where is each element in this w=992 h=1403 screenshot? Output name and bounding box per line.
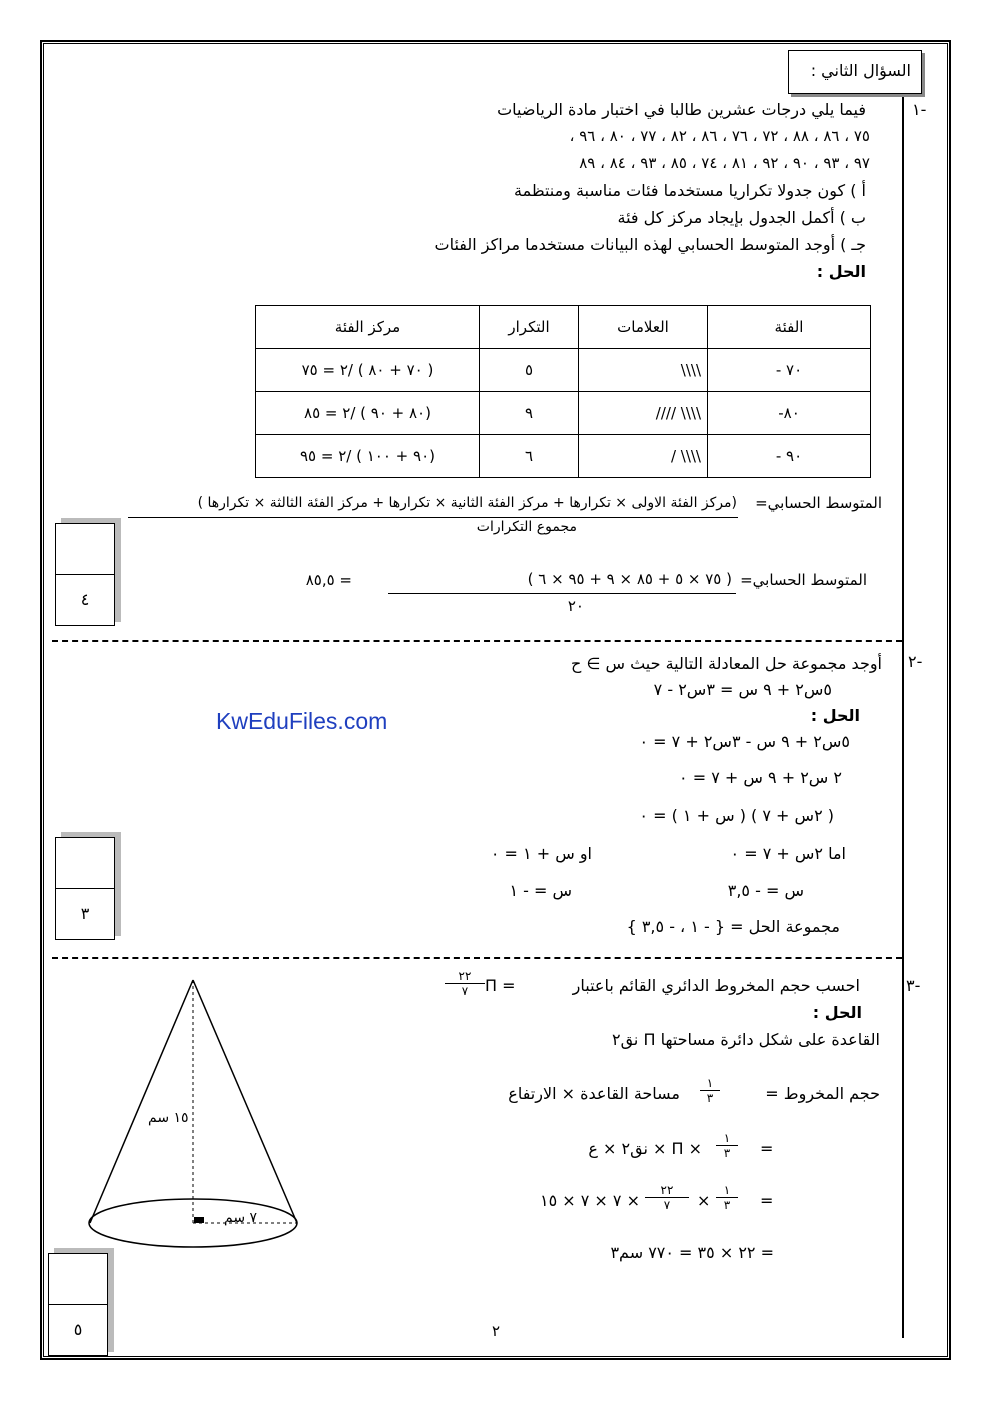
q3-prompt: احسب حجم المخروط الدائري القائم باعتبار bbox=[572, 976, 860, 995]
q2-step4a: اما ٢س + ٧ = ٠ bbox=[730, 844, 846, 863]
q3-mark-box bbox=[48, 1253, 108, 1357]
q3-pi-num: ٢٢ bbox=[445, 969, 485, 984]
separator-1 bbox=[52, 640, 902, 642]
table-row bbox=[256, 392, 871, 435]
frequency-table bbox=[255, 305, 871, 478]
mean-calc-numerator: ( ٧٥ × ٥ + ٨٥ × ٩ + ٩٥ × ٦ ) bbox=[527, 570, 732, 588]
q2-prompt: أوجد مجموعة حل المعادلة التالية حيث س ∋ ح bbox=[571, 654, 882, 673]
q3-pi2-num: ٢٢ bbox=[645, 1183, 689, 1198]
q1-mark-value: ٤ bbox=[55, 575, 115, 626]
row2-class: ٨٠- bbox=[708, 392, 871, 435]
q3-solution-label: الحل : bbox=[812, 1003, 862, 1022]
row3-center: (٩٠ + ١٠٠ ) /٢ = ٩٥ bbox=[256, 435, 480, 478]
table-header-row bbox=[256, 306, 871, 349]
mean-formula-label: المتوسط الحسابي= bbox=[755, 494, 882, 512]
q1-scores-row1: ٧٥ ، ٨٦ ، ٨٨ ، ٧٢ ، ٧٦ ، ٨٦ ، ٨٢ ، ٧٧ ، ٨٠ ، ٩٦ ، bbox=[569, 127, 870, 145]
table-row bbox=[256, 435, 871, 478]
q3-volume-label: حجم المخروط = bbox=[765, 1084, 880, 1103]
q1-part-a: أ ) كون جدولا تكراريا مستخدما فئات مناسبة ومنتظمة bbox=[513, 181, 866, 200]
q2-step5b: س = - ١ bbox=[509, 881, 572, 900]
q2-step5a: س = - ٣,٥ bbox=[727, 881, 804, 900]
row1-tally: \\\\ bbox=[579, 349, 708, 392]
q3-line3-mid: × bbox=[697, 1191, 711, 1210]
q3-third1-den: ٣ bbox=[706, 1091, 714, 1105]
q3-third3-den: ٣ bbox=[723, 1198, 731, 1212]
q2-step4b: او س + ١ = ٠ bbox=[490, 844, 592, 863]
header-frequency: التكرار bbox=[480, 306, 579, 349]
cone-height-label: ١٥ سم bbox=[148, 1110, 189, 1126]
mean-calc-fraction-bar bbox=[388, 593, 736, 594]
header-tally: العلامات bbox=[579, 306, 708, 349]
q1-scores-row2: ٩٧ ، ٩٣ ، ٩٠ ، ٩٢ ، ٨١ ، ٧٤ ، ٨٥ ، ٩٣ ، ٨٤ ، ٨٩ bbox=[579, 154, 870, 172]
q3-third3-num: ١ bbox=[716, 1183, 738, 1198]
row1-frequency: ٥ bbox=[480, 349, 579, 392]
q3-line4: = ٢٢ × ٣٥ = ٧٧٠ سم٣ bbox=[610, 1243, 774, 1262]
header-center: مركز الفئة bbox=[256, 306, 480, 349]
page-number: ٢ bbox=[492, 1322, 501, 1340]
cone-radius-label: ٧ سم bbox=[224, 1210, 258, 1226]
row2-tally: \\\\ //// bbox=[579, 392, 708, 435]
q3-pi-den: ٧ bbox=[461, 984, 469, 998]
q2-mark-empty-cell bbox=[55, 837, 115, 889]
q3-base-line: القاعدة على شكل دائرة مساحتها Π نق٢ bbox=[611, 1030, 880, 1049]
cone-diagram bbox=[85, 970, 305, 1270]
q1-number: ١- bbox=[912, 100, 927, 119]
q3-mark-empty-cell bbox=[48, 1253, 108, 1305]
table-row bbox=[256, 349, 871, 392]
section-title-box bbox=[788, 50, 922, 94]
q3-third1-num: ١ bbox=[700, 1076, 720, 1091]
q3-pi2-den: ٧ bbox=[663, 1198, 671, 1212]
mean-formula-denominator: مجموع التكرارات bbox=[476, 519, 577, 535]
watermark: KwEduFiles.com bbox=[216, 708, 388, 734]
q2-step3: ( ٢س + ٧ ) ( س + ١ ) = ٠ bbox=[639, 806, 834, 825]
row2-center: (٨٠ + ٩٠ ) /٢ = ٨٥ bbox=[256, 392, 480, 435]
q3-volume-rest: مساحة القاعدة × الارتفاع bbox=[508, 1084, 680, 1103]
row3-class: ٩٠ - bbox=[708, 435, 871, 478]
q2-number: ٢- bbox=[908, 652, 923, 671]
q1-intro: فيما يلي درجات عشرين طالبا في اختبار مادة الرياضيات bbox=[497, 100, 866, 119]
row2-frequency: ٩ bbox=[480, 392, 579, 435]
q3-line3-eq: = bbox=[760, 1191, 774, 1210]
q3-pi-eq: Π = bbox=[485, 976, 516, 995]
header-class: الفئة bbox=[708, 306, 871, 349]
right-angle-mark bbox=[194, 1217, 204, 1223]
mean-formula-numerator: (مركز الفئة الاولى × تكرارها + مركز الفئة الثانية × تكرارها + مركز الفئة الثالثة × تكرارها ) bbox=[197, 495, 737, 511]
mean-result: = ٨٥,٥ bbox=[305, 571, 352, 589]
q3-pi-fraction bbox=[445, 969, 485, 998]
section-title: السؤال الثاني : bbox=[810, 61, 911, 80]
q3-line2-eq: = bbox=[760, 1139, 774, 1158]
q3-third-fraction-3 bbox=[716, 1183, 738, 1212]
separator-2 bbox=[52, 957, 902, 959]
q2-mark-box bbox=[55, 837, 115, 941]
q2-solution-label: الحل : bbox=[810, 706, 860, 725]
q2-equation: ٥س٢ + ٩ س = ٣س٢ - ٧ bbox=[653, 680, 832, 699]
row1-center: ( ٧٠ + ٨٠ ) /٢ = ٧٥ bbox=[256, 349, 480, 392]
row3-tally: \\\\ / bbox=[579, 435, 708, 478]
mean-calc-label: المتوسط الحسابي= bbox=[740, 571, 867, 589]
q1-part-c: جـ ) أوجد المتوسط الحسابي لهذه البيانات مستخدما مراكز الفئات bbox=[434, 235, 866, 254]
q2-step2: ٢ س٢ + ٩ س + ٧ = ٠ bbox=[679, 768, 842, 787]
right-margin-line bbox=[902, 95, 904, 1338]
mean-formula-fraction-bar bbox=[128, 517, 738, 518]
q2-solution-set: مجموعة الحل = { - ١ ، - ٣,٥ } bbox=[626, 917, 840, 936]
mean-calc-denominator: ٢٠ bbox=[567, 597, 584, 615]
q1-mark-empty-cell bbox=[55, 523, 115, 575]
q3-mark-value: ٥ bbox=[48, 1305, 108, 1356]
q3-third2-num: ١ bbox=[716, 1131, 738, 1146]
row1-class: ٧٠ - bbox=[708, 349, 871, 392]
q1-mark-box bbox=[55, 523, 115, 627]
q1-solution-label: الحل : bbox=[816, 262, 866, 281]
q3-third2-den: ٣ bbox=[723, 1146, 731, 1160]
cone-right-edge bbox=[193, 980, 297, 1223]
q3-third-fraction-1 bbox=[700, 1076, 720, 1105]
q2-step1: ٥س٢ + ٩ س - ٣س٢ + ٧ = ٠ bbox=[639, 732, 850, 751]
cone-left-edge bbox=[90, 980, 193, 1223]
q1-part-b: ب ) أكمل الجدول بإيجاد مركز كل فئة bbox=[617, 208, 866, 227]
q3-pi-fraction-2 bbox=[645, 1183, 689, 1212]
q3-third-fraction-2 bbox=[716, 1131, 738, 1160]
q2-mark-value: ٣ bbox=[55, 889, 115, 940]
row3-frequency: ٦ bbox=[480, 435, 579, 478]
q3-number: ٣- bbox=[906, 976, 921, 995]
q3-line2-rest: × Π × نق٢ × ع bbox=[588, 1139, 702, 1158]
q3-line3-rest: × ٧ × ٧ × ١٥ bbox=[539, 1191, 640, 1210]
